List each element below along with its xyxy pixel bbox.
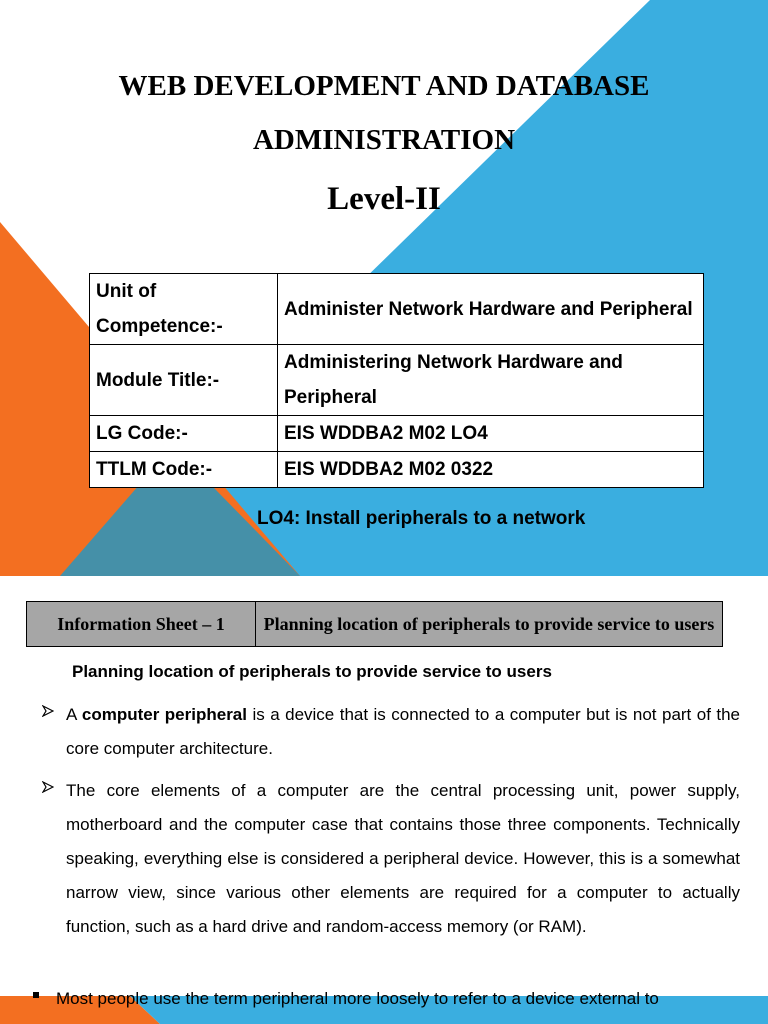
bullet-paragraph-3: Most people use the term peripheral more loosely to refer to a device external to [56, 989, 659, 1008]
table-key-cell: TTLM Code:- [90, 452, 278, 488]
arrow-bullet-icon [42, 778, 54, 798]
bold-term: computer peripheral [81, 705, 247, 724]
section-heading: Planning location of peripherals to provide service to users [72, 662, 552, 681]
bullet-text: A [66, 705, 82, 724]
table-key-cell: Module Title:- [90, 345, 278, 416]
level-title: Level-II [327, 181, 441, 217]
table-key-cell: LG Code:- [90, 416, 278, 452]
table-value-cell: Administer Network Hardware and Peripheral [278, 274, 704, 345]
table-value-cell: EIS WDDBA2 M02 0322 [278, 452, 704, 488]
bullet-paragraph-1 [66, 698, 740, 766]
document-title-line-1: WEB DEVELOPMENT AND DATABASE [118, 70, 650, 102]
learning-outcome: LO4: Install peripherals to a network [257, 508, 586, 529]
information-sheet-label: Information Sheet – 1 [27, 602, 256, 647]
table-row [90, 274, 704, 345]
table-key-cell: Unit of Competence:- [90, 274, 278, 345]
table-value-cell: EIS WDDBA2 M02 LO4 [278, 416, 704, 452]
table-row [90, 452, 704, 488]
information-sheet-title: Planning location of peripherals to provide service to users [256, 602, 723, 647]
table-value-cell: Administering Network Hardware and Peripheral [278, 345, 704, 416]
table-row [90, 416, 704, 452]
information-sheet-header [26, 601, 723, 647]
document-title-line-2: ADMINISTRATION [252, 124, 516, 156]
arrow-bullet-icon [42, 702, 54, 722]
table-row [27, 602, 723, 647]
bullet-text: is a device that is connected to a computer but is not part of the core computer architecture. [66, 705, 741, 758]
competence-table [89, 273, 704, 488]
bullet-paragraph-2: The core elements of a computer are the central processing unit, power supply, motherboard and the computer case that contains those three components. Technically speaking, everything else is considered a peripheral device. However, this is a somewhat narrow view, since various other elements are required for a computer to actually function, such as a hard drive and random-access memory (or RAM). [66, 781, 740, 936]
table-row [90, 345, 704, 416]
square-bullet-icon [33, 992, 39, 998]
